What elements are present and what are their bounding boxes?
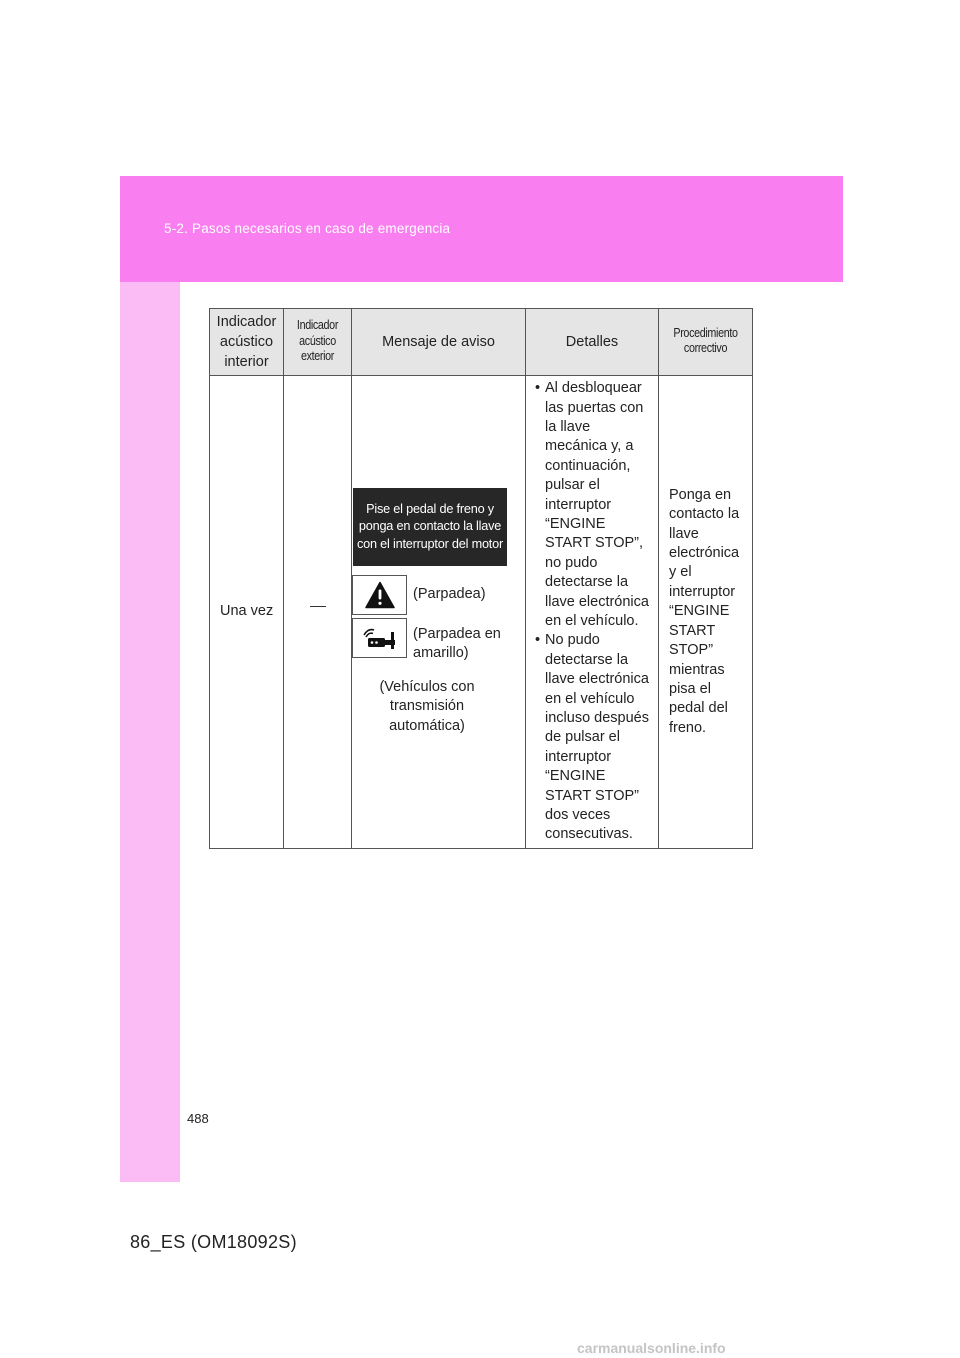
key-icon-row: [352, 618, 525, 664]
watermark: carmanualsonline.info: [577, 1340, 726, 1356]
sidebar-band: [120, 282, 180, 1182]
col-header-exterior: Indicador acústico exterior: [284, 309, 352, 376]
cell-details: [526, 376, 659, 849]
col-header-interior: Indicador acústico interior: [210, 309, 284, 376]
key-caption: (Parpadea en amarillo): [413, 625, 501, 662]
transmission-note: (Vehículos con transmisión automática): [379, 678, 475, 734]
cell-interior: Una vez: [210, 376, 284, 849]
cell-message: [352, 376, 526, 849]
list-item: • Al desbloquear las puertas con la llave mecánica y, a continuación, pulsar el interruptor “ENGINE START STOP”, no pudo detectarse la llave electrónica en el vehículo.: [535, 379, 654, 631]
section-title: 5-2. Pasos necesarios en caso de emergencia: [164, 221, 451, 236]
col-header-message: Mensaje de aviso: [352, 309, 526, 376]
cell-exterior: [284, 376, 352, 849]
list-item: • No pudo detectarse la llave electrónica en el vehículo incluso después de pulsar el interruptor “ENGINE START STOP” dos veces consecutivas.: [535, 631, 654, 844]
document-code: 86_ES (OM18092S): [130, 1232, 297, 1252]
details-list: [526, 379, 658, 845]
cell-corrective: Ponga en contacto la llave electrónica y el interruptor “ENGINE START STOP” mientras pisa el pedal del freno.: [659, 376, 753, 849]
col-header-corrective: Procedimiento correctivo: [659, 309, 753, 376]
table-header-row: [210, 309, 753, 376]
warning-triangle-icon: [352, 575, 407, 615]
warning-icon-row: [352, 575, 525, 615]
message-panel: Pise el pedal de freno y ponga en contacto la llave con el interruptor del motor: [353, 488, 507, 566]
col-header-details: Detalles: [526, 309, 659, 376]
warning-table: [209, 308, 753, 849]
smart-key-icon: [352, 618, 407, 658]
table-row: [210, 376, 753, 849]
empty-dash: [310, 606, 326, 607]
page-number: 488: [187, 1111, 209, 1126]
warning-caption: (Parpadea): [413, 585, 486, 602]
